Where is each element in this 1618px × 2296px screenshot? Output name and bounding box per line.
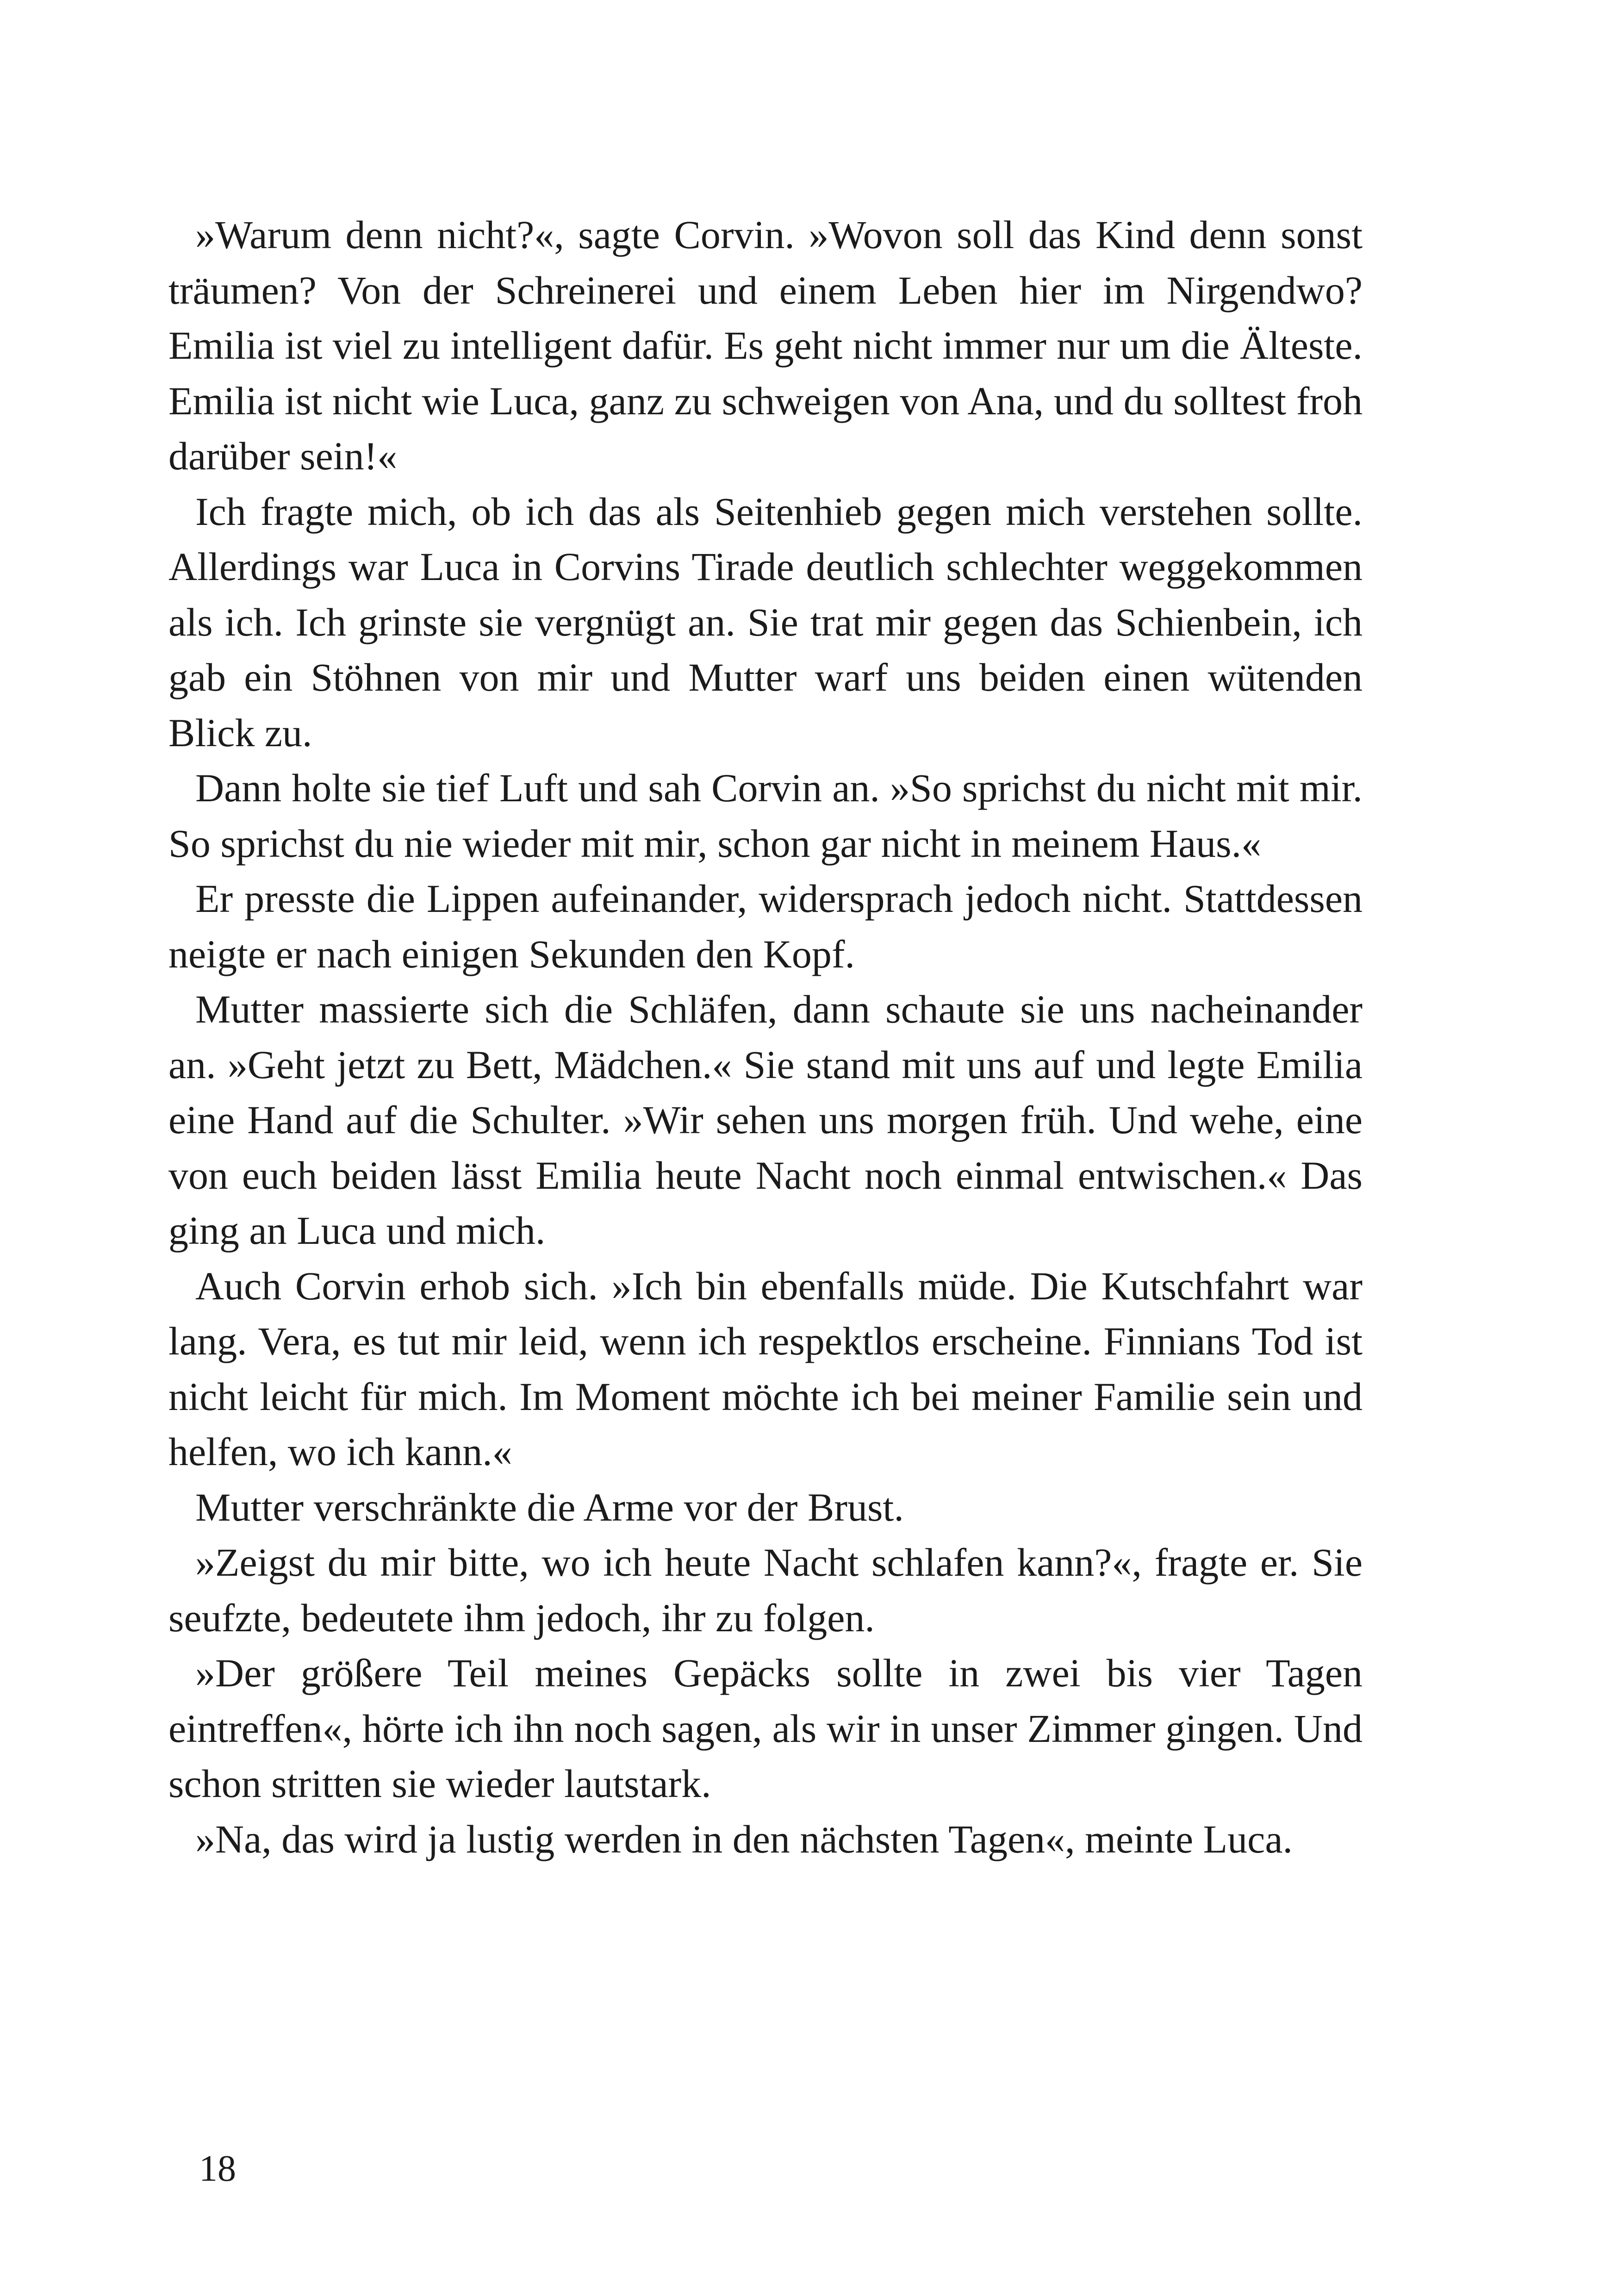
paragraph: Ich fragte mich, ob ich das als Seitenhieb gegen mich verstehen sollte. Allerdings war Luca in Corvins Tirade deutlich schlechter weggekommen als ich. Ich grinste sie vergnügt an. Sie trat mir gegen das Schienbein, ich gab ein Stöhnen von mir und Mutter warf uns beiden einen wütenden Blick zu. [168,489,1363,755]
paragraph: Auch Corvin erhob sich. »Ich bin ebenfalls müde. Die Kutschfahrt war lang. Vera, es tut mir leid, wenn ich respektlos erscheine. Finnians Tod ist nicht leicht für mich. Im Moment möchte ich bei meiner Familie sein und helfen, wo ich kann.« [168,1263,1363,1474]
paragraph: »Warum denn nicht?«, sagte Corvin. »Wovon soll das Kind denn sonst träumen? Von der Schreinerei und einem Leben hier im Nirgendwo? Emilia ist viel zu intelligent dafür. Es geht nicht immer nur um die Älteste. Emilia ist nicht wie Luca, ganz zu schweigen von Ana, und du solltest froh darüber sein!« [168,212,1363,478]
paragraph: Dann holte sie tief Luft und sah Corvin an. »So sprichst du nicht mit mir. So sprichst du nie wieder mit mir, schon gar nicht in meinem Haus.« [168,766,1363,866]
body-text [168,207,1363,1867]
paragraph: Mutter massierte sich die Schläfen, dann schaute sie uns nacheinander an. »Geht jetzt zu Bett, Mädchen.« Sie stand mit uns auf und legte Emilia eine Hand auf die Schulter. »Wir sehen uns morgen früh. Und wehe, eine von euch beiden lässt Emilia heute Nacht noch einmal entwischen.« Das ging an Luca und mich. [168,987,1363,1253]
page-number: 18 [199,2148,236,2189]
paragraph: Mutter verschränkte die Arme vor der Brust. [195,1485,904,1529]
paragraph: »Der größere Teil meines Gepäcks sollte in zwei bis vier Tagen eintreffen«, hörte ich ihn noch sagen, als wir in unser Zimmer gingen. Und schon stritten sie wieder lautstark. [168,1651,1363,1806]
paragraph: Er presste die Lippen aufeinander, widersprach jedoch nicht. Stattdessen neigte er nach einigen Sekunden den Kopf. [168,876,1363,976]
paragraph: »Zeigst du mir bitte, wo ich heute Nacht schlafen kann?«, fragte er. Sie seufzte, bedeutete ihm jedoch, ihr zu folgen. [168,1540,1363,1640]
paragraph: »Na, das wird ja lustig werden in den nächsten Tagen«, meinte Luca. [195,1816,1293,1861]
